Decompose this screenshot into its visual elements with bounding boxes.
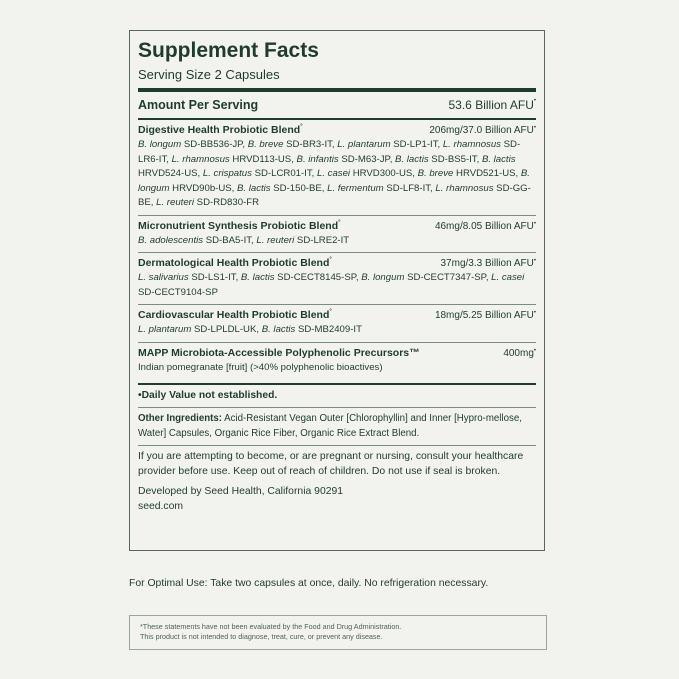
daily-value-note: •Daily Value not established. [138, 390, 278, 401]
fda-disclaimer-box [129, 615, 547, 650]
amount-per-serving-label: Amount Per Serving [138, 98, 259, 112]
strain-species: L. salivarius [138, 272, 189, 283]
strain-species: L. rhamnosus [171, 153, 230, 165]
warning-text: If you are attempting to become, or are pregnant or nursing, consult your healthcare provider before use. Keep out of reach of children. Do not use if seal is broken. [138, 451, 524, 477]
strain-species: B. lactis [395, 153, 429, 165]
strain-species: L. casei [491, 272, 525, 283]
strain-species: B. lactis [261, 324, 296, 335]
strain-list: B. adolescentis SD-BA5-IT, L. reuteri SD-LRE2-IT [138, 234, 350, 246]
mapp-description: Indian pomegranate [fruit] (>40% polyphenolic bioactives) [138, 361, 383, 373]
blend-name: Micronutrient Synthesis Probiotic Blend° [138, 219, 341, 232]
thick-divider [138, 88, 536, 92]
strain-list: L. salivarius SD-LS1-IT, B. lactis SD-CECT8145-SP, B. longum SD-CECT7347-SP, L. casei SD-CECT9104-SP [138, 272, 525, 298]
strain-species: B. longum [138, 139, 182, 150]
mapp-row [138, 343, 536, 380]
strain-species: L. reuteri [256, 234, 295, 246]
blend-amount: 206mg/37.0 Billion AFU• [429, 125, 536, 136]
disclaimer-line-1: *These statements have not been evaluated by the Food and Drug Administration. [140, 622, 402, 631]
optimal-use [129, 578, 488, 589]
strain-species: L. fermentum [327, 182, 384, 194]
strain-species: B. longum [361, 272, 405, 283]
disclaimer-line-2: This product is not intended to diagnose, treat, cure, or prevent any disease. [140, 632, 383, 641]
blend-row [138, 305, 536, 342]
strain-species: L. rhamnosus [435, 182, 494, 194]
strain-species: B. longum [138, 168, 530, 194]
blend-name: Dermatological Health Probiotic Blend° [138, 257, 332, 269]
blend-amount: 46mg/8.05 Billion AFU• [434, 220, 536, 232]
optimal-use-text: Take two capsules at once, daily. No refrigeration necessary. [210, 578, 489, 589]
mapp-amount: 400mg• [503, 347, 536, 359]
strain-species: B. breve [247, 139, 284, 150]
strain-species: L. casei [316, 168, 351, 179]
strain-list: L. plantarum SD-LPLDL-UK, B. lactis SD-MB2409-IT [138, 324, 362, 335]
blend-amount: 37mg/3.3 Billion AFU• [440, 258, 536, 269]
strain-species: L. plantarum [337, 139, 391, 150]
blend-name: Cardiovascular Health Probiotic Blend° [138, 309, 332, 321]
strain-list: B. longum SD-BB536-JP, B. breve SD-BR3-IT, L. plantarum SD-LP1-IT, L. rhamnosus SD-LR6-IT, L. rhamnosus HRVD113-US, B. infantis SD-M63-JP, B. lactis SD-BS5-IT, B. lactis HRVD524-US, L. crispatus SD-LCR01-IT, L. casei HRVD300-US, B. breve HRVD521-US, B. longum HRVD90b-US, B. lactis SD-150-BE, L. fermentum SD-LF8-IT, L. rhamnosus SD-GG-BE, L. reuteri SD-RD830-FR [138, 139, 531, 208]
blend-row [138, 120, 536, 215]
strain-species: B. lactis [481, 153, 516, 165]
blend-row [138, 253, 536, 304]
strain-species: L. rhamnosus [442, 139, 501, 150]
blend-amount: 18mg/5.25 Billion AFU• [434, 310, 536, 321]
developer-line: Developed by Seed Health, California 90291 [138, 486, 344, 497]
blend-list [138, 120, 536, 343]
strain-species: L. crispatus [202, 168, 252, 179]
other-ingredients-text: Acid-Resistant Vegan Outer [Chlorophyllin] and Inner [Hypro-mellose, Water] Capsules, Organic Rice Fiber, Organic Rice Extract Blend. [138, 413, 522, 439]
serving-size: Serving Size 2 Capsules [138, 67, 280, 82]
blend-row [138, 216, 536, 253]
website-line: seed.com [138, 500, 184, 512]
mapp-name: MAPP Microbiota-Accessible Polyphenolic Precursors™ [138, 346, 420, 359]
strain-species: L. reuteri [156, 197, 195, 208]
strain-species: B. breve [417, 168, 454, 179]
supplement-facts-panel [129, 30, 545, 551]
strain-species: B. lactis [237, 182, 271, 194]
amount-per-serving-value: 53.6 Billion AFU• [448, 98, 536, 112]
other-ingredients-label: Other Ingredients: [138, 413, 222, 424]
strain-species: L. plantarum [138, 324, 192, 335]
strain-species: B. lactis [240, 272, 275, 283]
strain-species: B. infantis [296, 153, 339, 165]
strain-species: B. adolescentis [138, 234, 204, 246]
panel-title: Supplement Facts [138, 39, 319, 62]
blend-name: Digestive Health Probiotic Blend° [138, 124, 303, 136]
amount-per-serving-row [138, 98, 536, 112]
other-ingredients [138, 408, 536, 445]
optimal-use-label: For Optimal Use: [129, 578, 208, 589]
